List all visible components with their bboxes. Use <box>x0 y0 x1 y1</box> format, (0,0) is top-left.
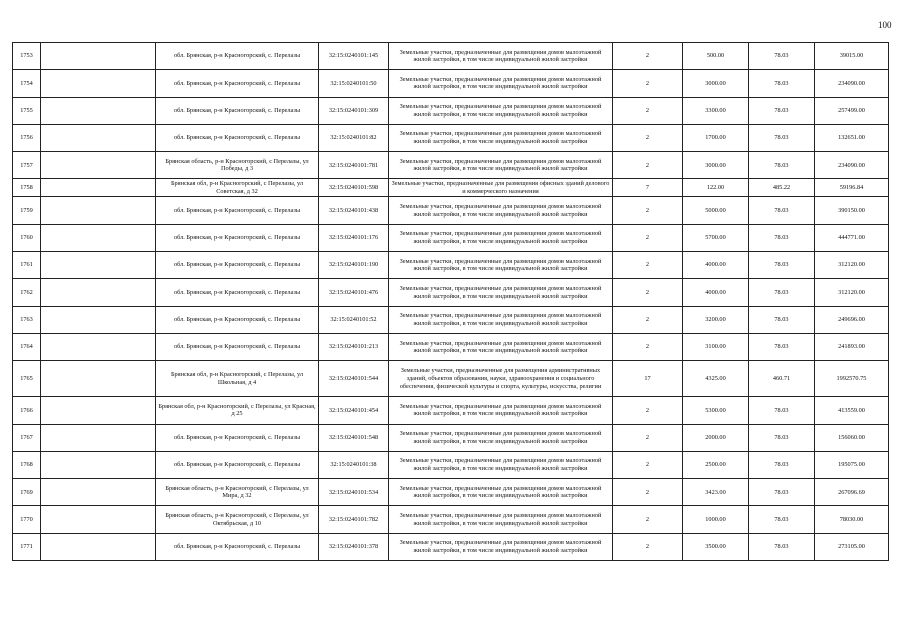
row-area: 3000.00 <box>683 70 749 97</box>
row-address: обл. Брянская, р-н Красногорский, с. Перелазы <box>156 306 319 333</box>
row-cadastral-number: 32:15:0240101:213 <box>319 333 389 360</box>
row-use-group: 2 <box>613 97 683 124</box>
row-cadastral-value: 195075.00 <box>815 451 889 478</box>
row-land-use: Земельные участки, предназначенные для размещения домов малоэтажной жилой застройки, в том числе индивидуальной жилой застройки <box>389 279 613 306</box>
row-blank <box>41 152 156 179</box>
row-use-group: 2 <box>613 197 683 224</box>
row-blank <box>41 533 156 560</box>
row-land-use: Земельные участки, предназначенные для размещения офисных зданий делового и коммерческого назначения <box>389 179 613 197</box>
row-address: Брянская обл, р-н Красногорский, с Перелазы, ул Советская, д 32 <box>156 179 319 197</box>
row-specific-value: 78.03 <box>749 451 815 478</box>
table-row <box>13 97 889 124</box>
row-cadastral-value: 241893.00 <box>815 333 889 360</box>
row-address: обл. Брянская, р-н Красногорский, с. Перелазы <box>156 333 319 360</box>
table-row <box>13 333 889 360</box>
row-specific-value: 78.03 <box>749 97 815 124</box>
table-row <box>13 479 889 506</box>
row-blank <box>41 397 156 424</box>
row-cadastral-value: 1992570.75 <box>815 361 889 397</box>
row-land-use: Земельные участки, предназначенные для размещения домов малоэтажной жилой застройки, в том числе индивидуальной жилой застройки <box>389 70 613 97</box>
row-number: 1765 <box>13 361 41 397</box>
row-specific-value: 78.03 <box>749 70 815 97</box>
row-land-use: Земельные участки, предназначенные для размещения домов малоэтажной жилой застройки, в том числе индивидуальной жилой застройки <box>389 533 613 560</box>
row-address: обл. Брянская, р-н Красногорский, с. Перелазы <box>156 279 319 306</box>
row-address: Брянская обл, р-н Красногорский, с Перелазы, ул Красная, д 25 <box>156 397 319 424</box>
row-use-group: 2 <box>613 306 683 333</box>
row-area: 4325.00 <box>683 361 749 397</box>
row-cadastral-number: 32:15:0240101:548 <box>319 424 389 451</box>
row-cadastral-number: 32:15:0240101:476 <box>319 279 389 306</box>
row-land-use: Земельные участки, предназначенные для размещения домов малоэтажной жилой застройки, в том числе индивидуальной жилой застройки <box>389 124 613 151</box>
row-address: обл. Брянская, р-н Красногорский, с. Перелазы <box>156 451 319 478</box>
row-land-use: Земельные участки, предназначенные для размещения домов малоэтажной жилой застройки, в том числе индивидуальной жилой застройки <box>389 451 613 478</box>
row-address: обл. Брянская, р-н Красногорский, с. Перелазы <box>156 224 319 251</box>
table-row <box>13 451 889 478</box>
row-cadastral-value: 267096.69 <box>815 479 889 506</box>
row-land-use: Земельные участки, предназначенные для размещения домов малоэтажной жилой застройки, в том числе индивидуальной жилой застройки <box>389 224 613 251</box>
row-cadastral-value: 234090.00 <box>815 152 889 179</box>
row-cadastral-number: 32:15:0240101:82 <box>319 124 389 151</box>
row-cadastral-value: 312120.00 <box>815 252 889 279</box>
row-blank <box>41 97 156 124</box>
row-cadastral-number: 32:15:0240101:438 <box>319 197 389 224</box>
row-land-use: Земельные участки, предназначенные для размещения административных зданий, объектов образования, науки, здравоохранения и социального обеспечения, физической культуры и спорта, культуры, искусства, религии <box>389 361 613 397</box>
row-blank <box>41 197 156 224</box>
row-use-group: 17 <box>613 361 683 397</box>
row-land-use: Земельные участки, предназначенные для размещения домов малоэтажной жилой застройки, в том числе индивидуальной жилой застройки <box>389 152 613 179</box>
row-cadastral-value: 273105.00 <box>815 533 889 560</box>
row-blank <box>41 424 156 451</box>
row-cadastral-number: 32:15:0240101:52 <box>319 306 389 333</box>
row-specific-value: 78.03 <box>749 533 815 560</box>
row-cadastral-number: 32:15:0240101:544 <box>319 361 389 397</box>
row-number: 1755 <box>13 97 41 124</box>
row-use-group: 2 <box>613 43 683 70</box>
table-row <box>13 397 889 424</box>
row-area: 500.00 <box>683 43 749 70</box>
row-blank <box>41 124 156 151</box>
table-row <box>13 306 889 333</box>
row-cadastral-number: 32:15:0240101:309 <box>319 97 389 124</box>
land-register-table <box>12 42 889 561</box>
row-cadastral-value: 234090.00 <box>815 70 889 97</box>
row-specific-value: 78.03 <box>749 43 815 70</box>
row-cadastral-value: 39015.00 <box>815 43 889 70</box>
row-area: 3500.00 <box>683 533 749 560</box>
row-cadastral-value: 249696.00 <box>815 306 889 333</box>
row-land-use: Земельные участки, предназначенные для размещения домов малоэтажной жилой застройки, в том числе индивидуальной жилой застройки <box>389 333 613 360</box>
row-number: 1762 <box>13 279 41 306</box>
row-number: 1761 <box>13 252 41 279</box>
table-row <box>13 152 889 179</box>
row-blank <box>41 70 156 97</box>
table-row <box>13 361 889 397</box>
row-specific-value: 78.03 <box>749 124 815 151</box>
row-area: 4000.00 <box>683 252 749 279</box>
row-cadastral-number: 32:15:0240101:378 <box>319 533 389 560</box>
row-specific-value: 78.03 <box>749 333 815 360</box>
row-address: обл. Брянская, р-н Красногорский, с. Перелазы <box>156 424 319 451</box>
row-specific-value: 460.71 <box>749 361 815 397</box>
row-use-group: 2 <box>613 397 683 424</box>
row-area: 3100.00 <box>683 333 749 360</box>
row-land-use: Земельные участки, предназначенные для размещения домов малоэтажной жилой застройки, в том числе индивидуальной жилой застройки <box>389 43 613 70</box>
row-cadastral-number: 32:15:0240101:782 <box>319 506 389 533</box>
row-cadastral-value: 59196.84 <box>815 179 889 197</box>
row-blank <box>41 252 156 279</box>
row-land-use: Земельные участки, предназначенные для размещения домов малоэтажной жилой застройки, в том числе индивидуальной жилой застройки <box>389 424 613 451</box>
row-use-group: 2 <box>613 451 683 478</box>
row-cadastral-value: 444771.00 <box>815 224 889 251</box>
row-specific-value: 78.03 <box>749 279 815 306</box>
row-land-use: Земельные участки, предназначенные для размещения домов малоэтажной жилой застройки, в том числе индивидуальной жилой застройки <box>389 306 613 333</box>
row-cadastral-number: 32:15:0240101:50 <box>319 70 389 97</box>
row-use-group: 2 <box>613 224 683 251</box>
row-use-group: 2 <box>613 506 683 533</box>
row-area: 5000.00 <box>683 197 749 224</box>
row-number: 1760 <box>13 224 41 251</box>
row-address: Брянская область, р-н Красногорский, с Перелазы, ул Мира, д 32 <box>156 479 319 506</box>
row-use-group: 7 <box>613 179 683 197</box>
row-specific-value: 78.03 <box>749 224 815 251</box>
row-blank <box>41 451 156 478</box>
table-row <box>13 179 889 197</box>
row-land-use: Земельные участки, предназначенные для размещения домов малоэтажной жилой застройки, в том числе индивидуальной жилой застройки <box>389 252 613 279</box>
row-specific-value: 78.03 <box>749 152 815 179</box>
row-blank <box>41 479 156 506</box>
row-area: 2000.00 <box>683 424 749 451</box>
row-address: обл. Брянская, р-н Красногорский, с. Перелазы <box>156 43 319 70</box>
row-cadastral-value: 390150.00 <box>815 197 889 224</box>
row-blank <box>41 43 156 70</box>
page-number: 100 <box>878 20 892 30</box>
row-cadastral-value: 78030.00 <box>815 506 889 533</box>
row-number: 1756 <box>13 124 41 151</box>
row-blank <box>41 279 156 306</box>
table-row <box>13 224 889 251</box>
row-area: 5300.00 <box>683 397 749 424</box>
row-use-group: 2 <box>613 533 683 560</box>
row-cadastral-number: 32:15:0240101:190 <box>319 252 389 279</box>
table-row <box>13 279 889 306</box>
row-blank <box>41 506 156 533</box>
row-area: 4000.00 <box>683 279 749 306</box>
row-cadastral-number: 32:15:0240101:598 <box>319 179 389 197</box>
row-number: 1769 <box>13 479 41 506</box>
row-address: обл. Брянская, р-н Красногорский, с. Перелазы <box>156 197 319 224</box>
row-area: 1000.00 <box>683 506 749 533</box>
row-blank <box>41 361 156 397</box>
table-row <box>13 424 889 451</box>
table-row <box>13 197 889 224</box>
row-address: Брянская область, р-н Красногорский, с Перелазы, ул Победы, д 3 <box>156 152 319 179</box>
row-number: 1770 <box>13 506 41 533</box>
row-specific-value: 485.22 <box>749 179 815 197</box>
row-address: Брянская обл, р-н Красногорский, с Перелазы, ул Школьная, д 4 <box>156 361 319 397</box>
row-area: 3423.00 <box>683 479 749 506</box>
row-number: 1768 <box>13 451 41 478</box>
row-address: Брянская область, р-н Красногорский, с Перелазы, ул Октябрьская, д 10 <box>156 506 319 533</box>
row-blank <box>41 179 156 197</box>
row-number: 1767 <box>13 424 41 451</box>
row-cadastral-number: 32:15:0240101:781 <box>319 152 389 179</box>
row-use-group: 2 <box>613 70 683 97</box>
row-number: 1758 <box>13 179 41 197</box>
row-area: 3200.00 <box>683 306 749 333</box>
row-area: 122.00 <box>683 179 749 197</box>
row-cadastral-number: 32:15:0240101:176 <box>319 224 389 251</box>
row-blank <box>41 333 156 360</box>
row-use-group: 2 <box>613 252 683 279</box>
table-row <box>13 70 889 97</box>
row-specific-value: 78.03 <box>749 197 815 224</box>
row-address: обл. Брянская, р-н Красногорский, с. Перелазы <box>156 252 319 279</box>
row-land-use: Земельные участки, предназначенные для размещения домов малоэтажной жилой застройки, в том числе индивидуальной жилой застройки <box>389 397 613 424</box>
row-use-group: 2 <box>613 479 683 506</box>
row-cadastral-value: 413559.00 <box>815 397 889 424</box>
row-number: 1754 <box>13 70 41 97</box>
row-number: 1764 <box>13 333 41 360</box>
row-specific-value: 78.03 <box>749 424 815 451</box>
row-use-group: 2 <box>613 424 683 451</box>
row-cadastral-number: 32:15:0240101:145 <box>319 43 389 70</box>
table-row <box>13 124 889 151</box>
row-area: 2500.00 <box>683 451 749 478</box>
row-number: 1766 <box>13 397 41 424</box>
row-specific-value: 78.03 <box>749 506 815 533</box>
row-specific-value: 78.03 <box>749 397 815 424</box>
row-address: обл. Брянская, р-н Красногорский, с. Перелазы <box>156 533 319 560</box>
row-cadastral-value: 132651.00 <box>815 124 889 151</box>
row-area: 3300.00 <box>683 97 749 124</box>
row-cadastral-value: 156060.00 <box>815 424 889 451</box>
table-row <box>13 252 889 279</box>
row-number: 1763 <box>13 306 41 333</box>
row-use-group: 2 <box>613 152 683 179</box>
row-cadastral-number: 32:15:0240101:38 <box>319 451 389 478</box>
row-number: 1759 <box>13 197 41 224</box>
table-row <box>13 43 889 70</box>
row-specific-value: 78.03 <box>749 306 815 333</box>
row-area: 1700.00 <box>683 124 749 151</box>
row-number: 1771 <box>13 533 41 560</box>
row-cadastral-value: 312120.00 <box>815 279 889 306</box>
row-number: 1757 <box>13 152 41 179</box>
row-land-use: Земельные участки, предназначенные для размещения домов малоэтажной жилой застройки, в том числе индивидуальной жилой застройки <box>389 506 613 533</box>
table-row <box>13 533 889 560</box>
row-use-group: 2 <box>613 279 683 306</box>
row-specific-value: 78.03 <box>749 479 815 506</box>
row-blank <box>41 306 156 333</box>
row-use-group: 2 <box>613 333 683 360</box>
row-land-use: Земельные участки, предназначенные для размещения домов малоэтажной жилой застройки, в том числе индивидуальной жилой застройки <box>389 197 613 224</box>
row-address: обл. Брянская, р-н Красногорский, с. Перелазы <box>156 70 319 97</box>
row-use-group: 2 <box>613 124 683 151</box>
table-row <box>13 506 889 533</box>
row-land-use: Земельные участки, предназначенные для размещения домов малоэтажной жилой застройки, в том числе индивидуальной жилой застройки <box>389 479 613 506</box>
row-land-use: Земельные участки, предназначенные для размещения домов малоэтажной жилой застройки, в том числе индивидуальной жилой застройки <box>389 97 613 124</box>
row-specific-value: 78.03 <box>749 252 815 279</box>
row-address: обл. Брянская, р-н Красногорский, с. Перелазы <box>156 97 319 124</box>
row-cadastral-value: 257499.00 <box>815 97 889 124</box>
row-address: обл. Брянская, р-н Красногорский, с. Перелазы <box>156 124 319 151</box>
row-area: 5700.00 <box>683 224 749 251</box>
row-area: 3000.00 <box>683 152 749 179</box>
row-number: 1753 <box>13 43 41 70</box>
row-cadastral-number: 32:15:0240101:534 <box>319 479 389 506</box>
row-cadastral-number: 32:15:0240101:454 <box>319 397 389 424</box>
row-blank <box>41 224 156 251</box>
